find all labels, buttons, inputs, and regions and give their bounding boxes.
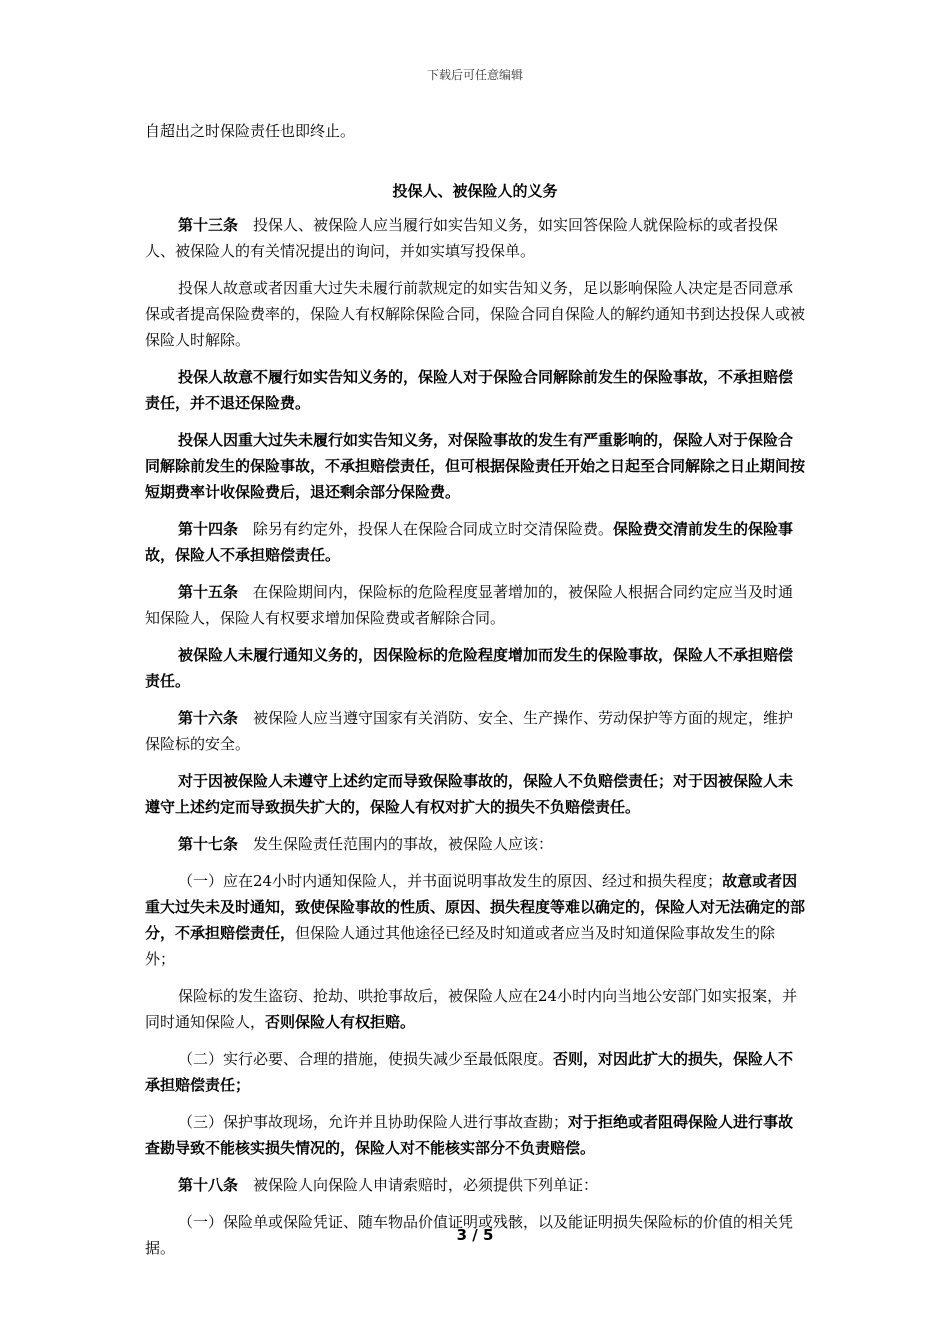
article-label: 第十三条 [178,216,239,234]
article-17: 第十七条 发生保险责任范围内的事故，被保险人应该： [178,835,554,853]
article-14: 第十四条 除另有约定外，投保人在保险合同成立时交清保险费。保险费交清前发生的保险事故，保险人不承担赔偿责任。 [145,520,794,564]
article-15: 第十五条 在保险期间内，保险标的危险程度显著增加的，被保险人根据合同约定应当及时通知保险人，保险人有权要求增加保险费或者解除合同。 [145,583,794,627]
paragraph-bold: 投保人故意不履行如实告知义务的，保险人对于保险合同解除前发生的保险事故，不承担赔偿责任，并不退还保险费。 [145,368,794,412]
list-item-3: （三）保护事故现场，允许并且协助保险人进行事故查勘；对于拒绝或者阻碍保险人进行事故查勘导致不能核实损失情况的，保险人对不能核实部分不负责赔偿。 [145,1113,794,1157]
paragraph: 保险标的发生盗窃、抢劫、哄抢事故后，被保险人应在24小时内向当地公安部门如实报案，并同时通知保险人，否则保险人有权拒赔。 [145,987,798,1031]
article-18: 第十八条 被保险人向保险人申请索赔时，必须提供下列单证： [178,1176,599,1194]
article-label: 第十七条 [178,835,239,853]
document-body [145,118,805,1272]
section-title: 投保人、被保险人的义务 [392,182,558,200]
list-item-4: （一）保险单或保险凭证、随车物品价值证明或残骸，以及能证明损失保险标的价值的相关凭据。 [145,1213,794,1257]
page-header: 下载后可任意编辑 [426,68,523,82]
article-label: 第十五条 [178,583,239,601]
article-13: 第十三条 投保人、被保险人应当履行如实告知义务，如实回答保险人就保险标的或者投保人、被保险人的有关情况提出的询问，并如实填写投保单。 [145,216,779,260]
paragraph: 自超出之时保险责任也即终止。 [145,122,356,140]
paragraph: 投保人故意或者因重大过失未履行前款规定的如实告知义务，足以影响保险人决定是否同意承保或者提高保险费率的，保险人有权解除保险合同，保险合同自保险人的解约通知书到达投保人或被保险人时解除。 [145,279,806,349]
paragraph-bold: 对于因被保险人未遵守上述约定而导致保险事故的，保险人不负赔偿责任；对于因被保险人未遵守上述约定而导致损失扩大的，保险人有权对扩大的损失不负赔偿责任。 [145,772,794,816]
article-label: 第十四条 [178,520,239,538]
paragraph-bold: 被保险人未履行通知义务的，因保险标的危险程度增加而发生的保险事故，保险人不承担赔偿责任。 [145,646,794,690]
article-16: 第十六条 被保险人应当遵守国家有关消防、安全、生产操作、劳动保护等方面的规定，维护保险标的安全。 [145,709,794,753]
article-label: 第十六条 [178,709,239,727]
page-number: 3 / 5 [456,1226,494,1244]
article-label: 第十八条 [178,1176,239,1194]
list-item-2: （二）实行必要、合理的措施，使损失减少至最低限度。否则，对因此扩大的损失，保险人不承担赔偿责任； [145,1050,794,1094]
list-item-1: （一）应在24小时内通知保险人，并书面说明事故发生的原因、经过和损失程度；故意或者因重大过失未及时通知，致使保险事故的性质、原因、损失程度等难以确定的，保险人对无法确定的部分，不承担赔偿责任，但保险人通过其他途径已经及时知道或者应当及时知道保险事故发生的除外； [145,872,806,968]
paragraph-bold: 投保人因重大过失未履行如实告知义务，对保险事故的发生有严重影响的，保险人对于保险合同解除前发生的保险事故，不承担赔偿责任，但可根据保险责任开始之日起至合同解除之日止期间按短期费率计收保险费后，退还剩余部分保险费。 [145,431,806,501]
